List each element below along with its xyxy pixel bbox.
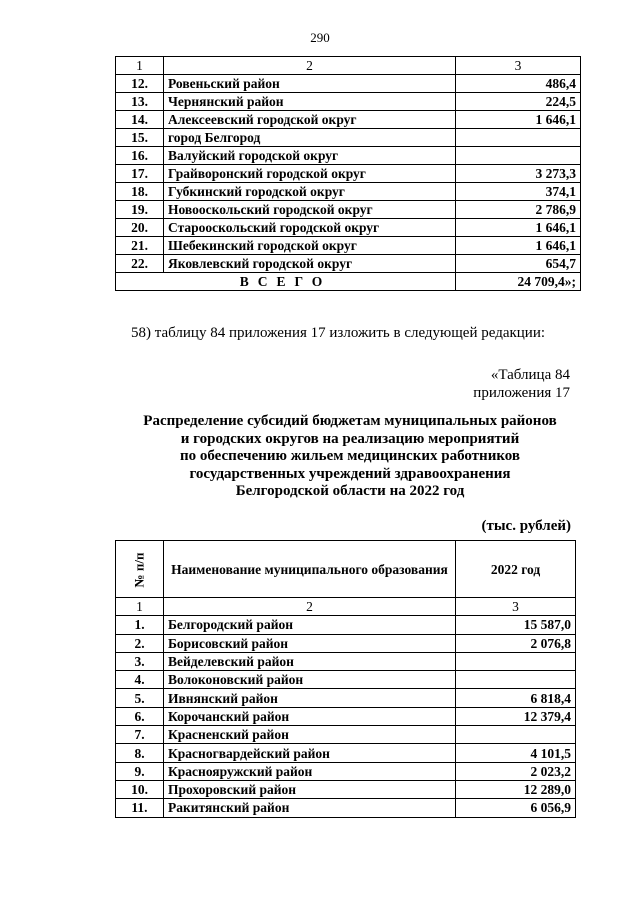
header-number: № п/п bbox=[116, 541, 164, 598]
table-row bbox=[116, 201, 581, 219]
row-number: 11. bbox=[116, 799, 164, 817]
row-number: 7. bbox=[116, 726, 164, 744]
heading-line: государственных учреждений здравоохранения bbox=[189, 465, 511, 482]
row-number: 9. bbox=[116, 762, 164, 780]
municipality-name: город Белгород bbox=[164, 129, 456, 147]
table-index-row bbox=[116, 57, 581, 75]
municipality-name: Чернянский район bbox=[164, 93, 456, 111]
subsidy-value: 486,4 bbox=[456, 75, 581, 93]
subsidy-value: 6 056,9 bbox=[456, 799, 576, 817]
subsidy-value bbox=[456, 129, 581, 147]
subsidy-value: 1 646,1 bbox=[456, 219, 581, 237]
municipality-name: Красненский район bbox=[164, 726, 456, 744]
municipality-name: Прохоровский район bbox=[164, 780, 456, 798]
row-number: 21. bbox=[116, 237, 164, 255]
header-municipality: Наименование муниципального образования bbox=[164, 541, 456, 598]
subsidy-value bbox=[456, 671, 576, 689]
subsidy-value: 2 023,2 bbox=[456, 762, 576, 780]
municipality-name: Шебекинский городской округ bbox=[164, 237, 456, 255]
header-year: 2022 год bbox=[456, 541, 576, 598]
table-row bbox=[116, 183, 581, 201]
heading-line: Белгородской области на 2022 год bbox=[235, 483, 465, 499]
municipality-name: Ровеньский район bbox=[164, 75, 456, 93]
index-col-3: 3 bbox=[456, 57, 581, 75]
table-row bbox=[116, 93, 581, 111]
municipality-name: Белгородский район bbox=[164, 616, 456, 634]
row-number: 1. bbox=[116, 616, 164, 634]
row-number: 20. bbox=[116, 219, 164, 237]
subsidy-value: 2 786,9 bbox=[456, 201, 581, 219]
row-number: 4. bbox=[116, 671, 164, 689]
subsidy-value: 374,1 bbox=[456, 183, 581, 201]
municipality-name: Борисовский район bbox=[164, 634, 456, 652]
table-row bbox=[116, 147, 581, 165]
subsidy-table-continued bbox=[115, 56, 581, 291]
subsidy-value: 12 379,4 bbox=[456, 707, 576, 725]
table-row bbox=[116, 744, 576, 762]
table-header-row bbox=[116, 541, 576, 598]
table-label bbox=[473, 366, 570, 402]
subsidy-value: 4 101,5 bbox=[456, 744, 576, 762]
index-col-1: 1 bbox=[116, 598, 164, 616]
table-label-line: «Таблица 84 bbox=[490, 367, 570, 383]
subsidy-table-2022 bbox=[115, 540, 576, 818]
municipality-name: Губкинский городской округ bbox=[164, 183, 456, 201]
municipality-name: Ракитянский район bbox=[164, 799, 456, 817]
table-row bbox=[116, 129, 581, 147]
row-number: 13. bbox=[116, 93, 164, 111]
index-col-2: 2 bbox=[164, 598, 456, 616]
row-number: 12. bbox=[116, 75, 164, 93]
amendment-paragraph: 58) таблицу 84 приложения 17 изложить в следующей редакции: bbox=[131, 325, 546, 341]
row-number: 15. bbox=[116, 129, 164, 147]
row-number: 8. bbox=[116, 744, 164, 762]
index-col-2: 2 bbox=[164, 57, 456, 75]
row-number: 6. bbox=[116, 707, 164, 725]
table-row bbox=[116, 799, 576, 817]
municipality-name: Корочанский район bbox=[164, 707, 456, 725]
municipality-name: Волоконовский район bbox=[164, 671, 456, 689]
heading-line: и городских округов на реализацию мероприятий bbox=[180, 430, 520, 447]
municipality-name: Грайворонский городской округ bbox=[164, 165, 456, 183]
table-row bbox=[116, 671, 576, 689]
table-index-row bbox=[116, 598, 576, 616]
row-number: 10. bbox=[116, 780, 164, 798]
table-row bbox=[116, 111, 581, 129]
table-label-line: приложения 17 bbox=[473, 385, 570, 401]
subsidy-value: 15 587,0 bbox=[456, 616, 576, 634]
row-number: 16. bbox=[116, 147, 164, 165]
subsidy-value: 224,5 bbox=[456, 93, 581, 111]
subsidy-value bbox=[456, 652, 576, 670]
table-row bbox=[116, 75, 581, 93]
row-number: 2. bbox=[116, 634, 164, 652]
municipality-name: Вейделевский район bbox=[164, 652, 456, 670]
table-row bbox=[116, 652, 576, 670]
index-col-3: 3 bbox=[456, 598, 576, 616]
municipality-name: Алексеевский городской округ bbox=[164, 111, 456, 129]
table-row bbox=[116, 762, 576, 780]
table-row bbox=[116, 726, 576, 744]
table-row bbox=[116, 165, 581, 183]
subsidy-value bbox=[456, 147, 581, 165]
table-row bbox=[116, 707, 576, 725]
total-row bbox=[116, 273, 581, 291]
row-number: 14. bbox=[116, 111, 164, 129]
municipality-name: Ивнянский район bbox=[164, 689, 456, 707]
municipality-name: Новооскольский городской округ bbox=[164, 201, 456, 219]
subsidy-value: 12 289,0 bbox=[456, 780, 576, 798]
subsidy-value: 1 646,1 bbox=[456, 237, 581, 255]
row-number: 3. bbox=[116, 652, 164, 670]
units-label: (тыс. рублей) bbox=[481, 518, 571, 534]
total-value: 24 709,4»; bbox=[456, 273, 581, 291]
row-number: 17. bbox=[116, 165, 164, 183]
table-row bbox=[116, 689, 576, 707]
subsidy-value: 6 818,4 bbox=[456, 689, 576, 707]
municipality-name: Красногвардейский район bbox=[164, 744, 456, 762]
table-row bbox=[116, 634, 576, 652]
municipality-name: Яковлевский городской округ bbox=[164, 255, 456, 273]
subsidy-value: 2 076,8 bbox=[456, 634, 576, 652]
subsidy-value: 654,7 bbox=[456, 255, 581, 273]
municipality-name: Старооскольский городской округ bbox=[164, 219, 456, 237]
heading-line: Распределение субсидий бюджетам муниципальных районов bbox=[143, 413, 557, 429]
total-label: ВСЕГО bbox=[116, 273, 456, 291]
municipality-name: Валуйский городской округ bbox=[164, 147, 456, 165]
table-row bbox=[116, 219, 581, 237]
row-number: 5. bbox=[116, 689, 164, 707]
page-number: 290 bbox=[310, 30, 330, 45]
subsidy-value bbox=[456, 726, 576, 744]
table-row bbox=[116, 237, 581, 255]
table-heading bbox=[100, 413, 600, 501]
row-number: 22. bbox=[116, 255, 164, 273]
table-row bbox=[116, 616, 576, 634]
row-number: 19. bbox=[116, 201, 164, 219]
table-row bbox=[116, 255, 581, 273]
subsidy-value: 1 646,1 bbox=[456, 111, 581, 129]
heading-line: по обеспечению жильем медицинских работников bbox=[179, 448, 521, 464]
subsidy-value: 3 273,3 bbox=[456, 165, 581, 183]
row-number: 18. bbox=[116, 183, 164, 201]
table-row bbox=[116, 780, 576, 798]
index-col-1: 1 bbox=[116, 57, 164, 75]
municipality-name: Краснояружский район bbox=[164, 762, 456, 780]
